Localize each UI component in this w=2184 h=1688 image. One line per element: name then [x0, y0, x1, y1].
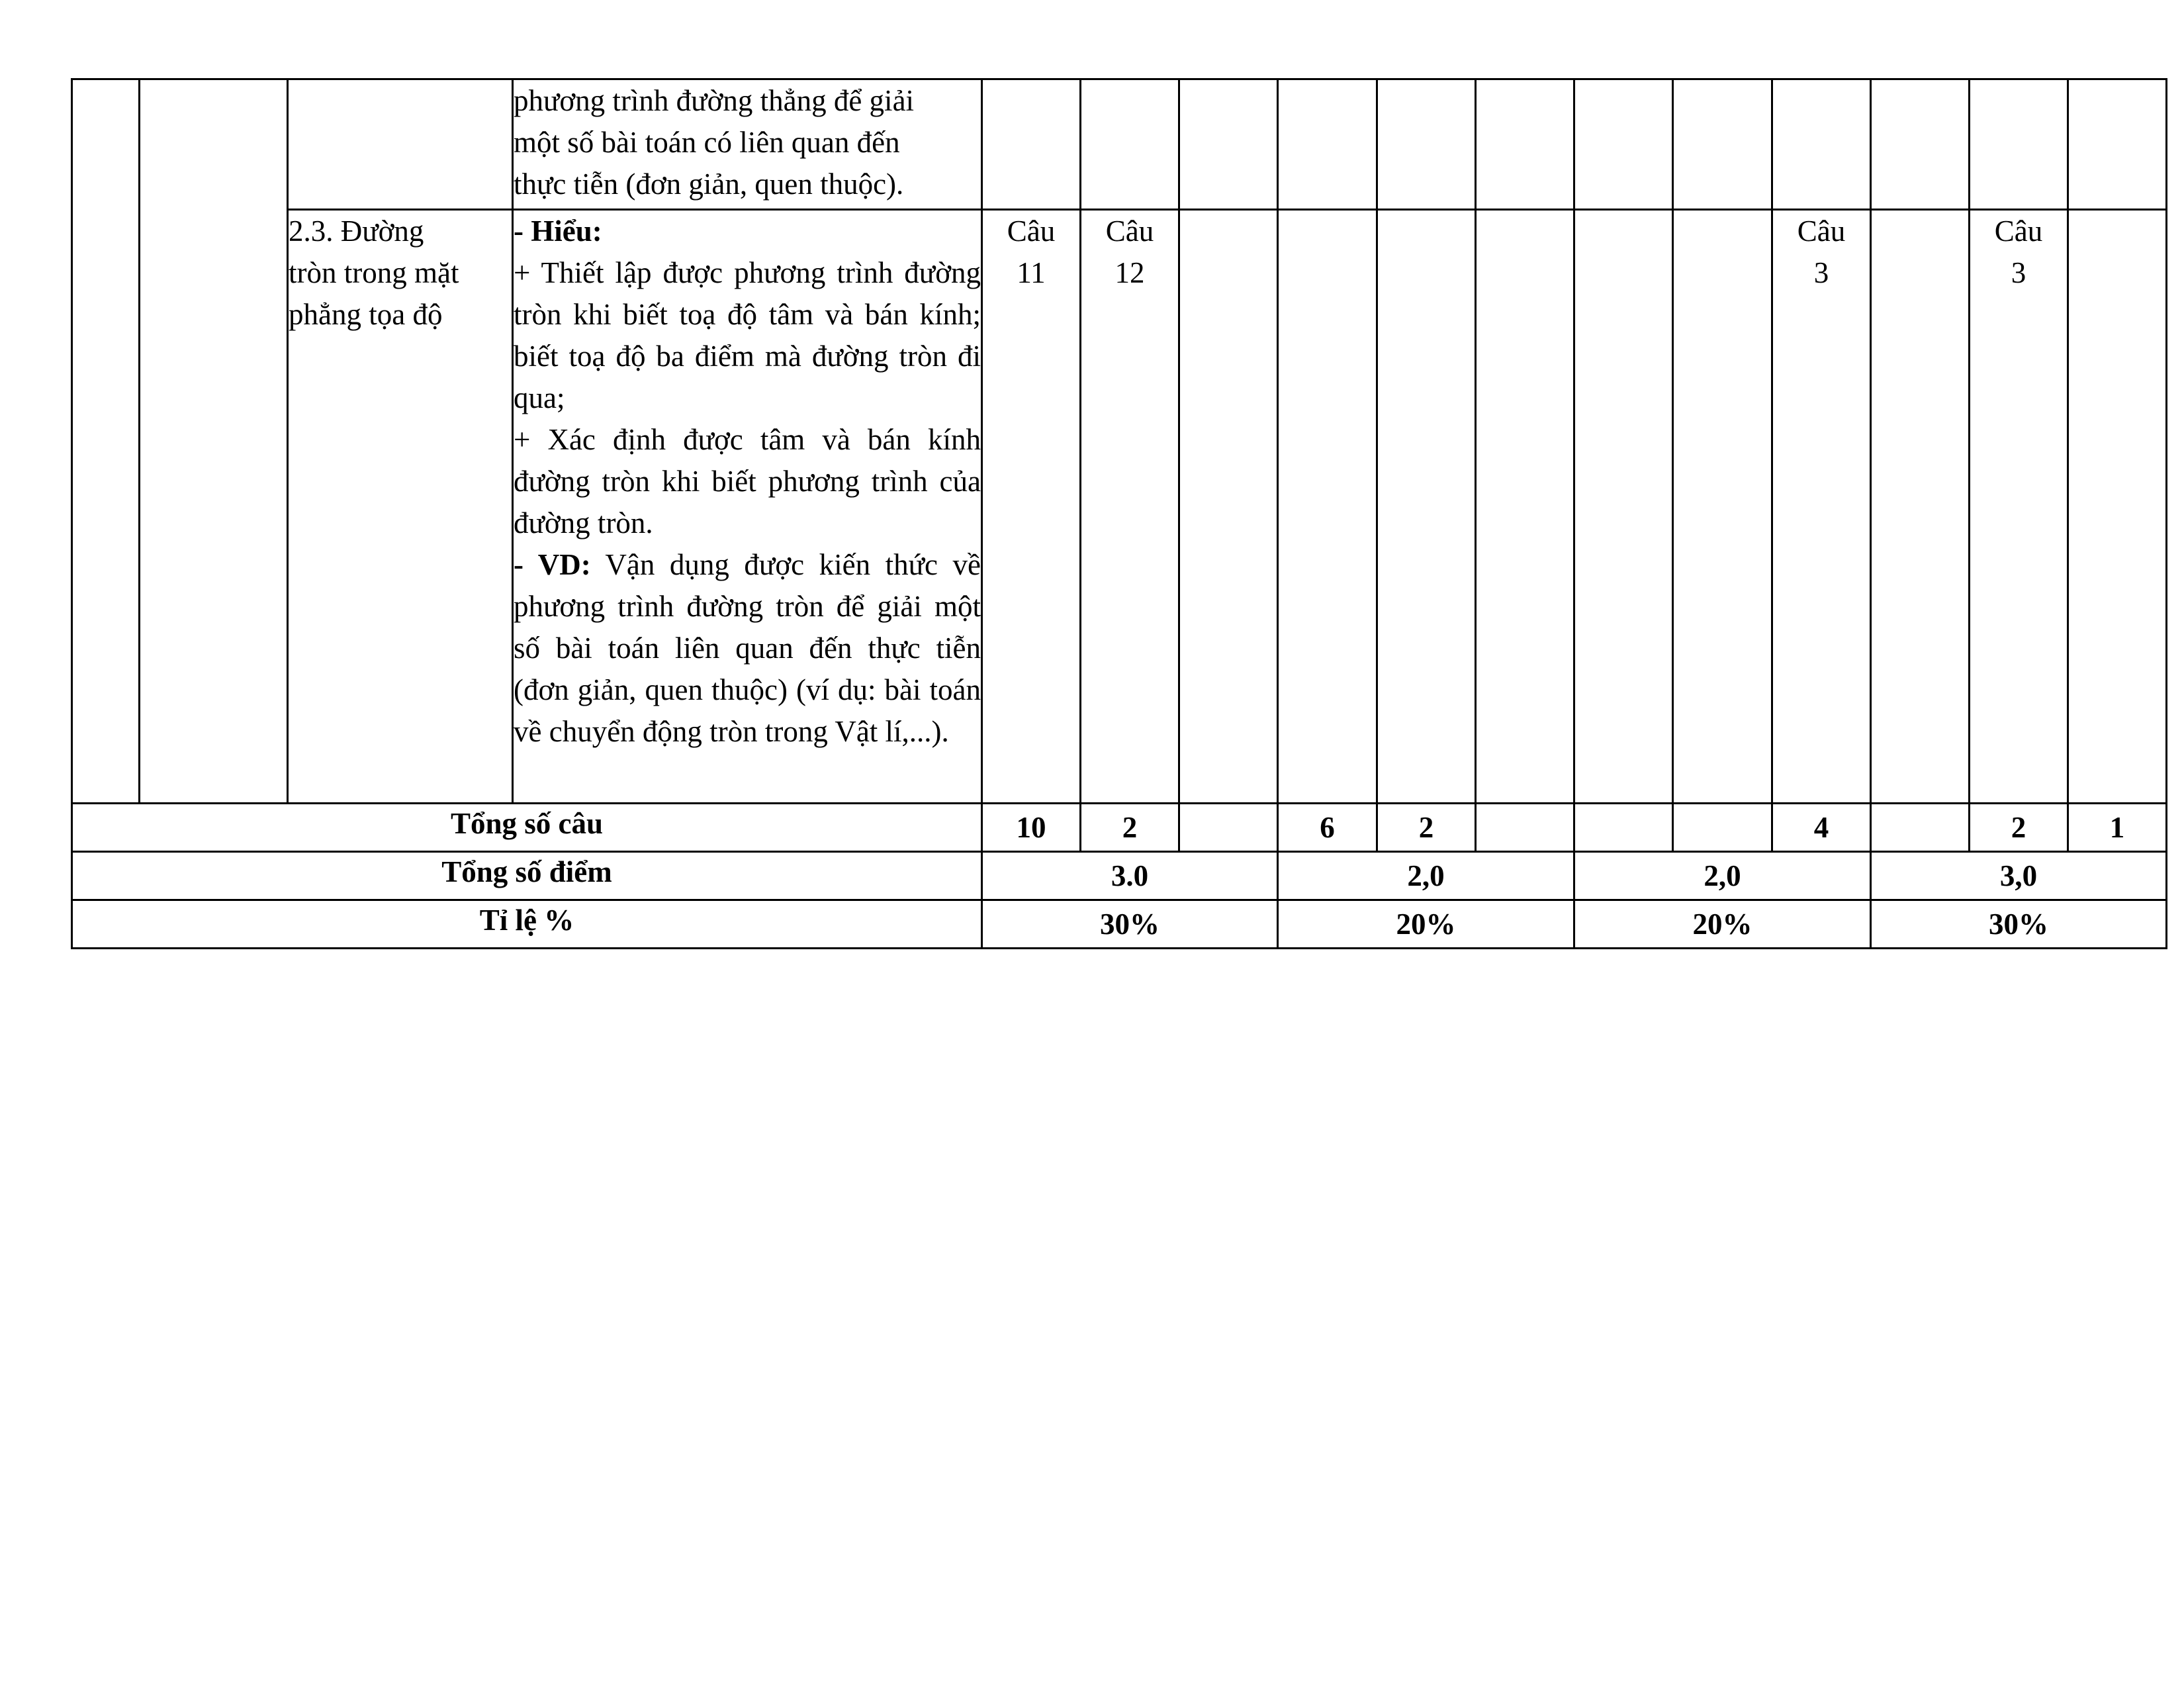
question-cell — [1673, 79, 1772, 210]
points-cell: 2,0 — [1278, 852, 1574, 900]
question-cell — [1871, 210, 1970, 804]
content-line: thực tiễn (đơn giản, quen thuộc). — [514, 167, 904, 201]
content-bullet: + Xác định được tâm và bán kính đường tròn khi biết phương trình của đường tròn. — [514, 423, 981, 539]
ratio-cell: 20% — [1278, 900, 1574, 949]
vd-label: - VD: — [514, 548, 591, 581]
question-cell — [2068, 210, 2167, 804]
question-cell — [982, 79, 1081, 210]
total-cell: 4 — [1772, 804, 1871, 852]
table-row — [72, 79, 2167, 210]
question-cell — [2068, 79, 2167, 210]
question-cell — [1377, 79, 1476, 210]
chapter-cell — [140, 79, 288, 804]
total-cell — [1574, 804, 1673, 852]
question-cell: Câu 11 — [982, 210, 1081, 804]
total-cell: 2 — [1081, 804, 1179, 852]
total-questions-label: Tổng số câu — [72, 804, 982, 852]
total-cell — [1673, 804, 1772, 852]
question-cell — [1970, 79, 2068, 210]
ratio-label: Tỉ lệ % — [72, 900, 982, 949]
content-cell — [513, 79, 982, 210]
content-line: một số bài toán có liên quan đến — [514, 126, 900, 159]
total-cell: 10 — [982, 804, 1081, 852]
topic-line: tròn trong mặt — [289, 256, 459, 289]
total-questions-row — [72, 804, 2167, 852]
ratio-cell: 30% — [982, 900, 1278, 949]
question-cell — [1179, 79, 1278, 210]
question-cell — [1278, 79, 1377, 210]
total-cell — [1871, 804, 1970, 852]
vd-text: Vận dụng được kiến thức về phương trình đường tròn để giải một số bài toán liên quan đến thực tiễn (đơn giản, quen thuộc) (ví dụ: bài toán về chuyển động tròn trong Vật lí,...). — [514, 548, 981, 748]
content-bullet: + Thiết lập được phương trình đường tròn khi biết toạ độ tâm và bán kính; biết toạ độ ba điểm mà đường tròn đi qua; — [514, 256, 981, 414]
question-cell — [1871, 79, 1970, 210]
question-cell — [1673, 210, 1772, 804]
question-cell — [1772, 79, 1871, 210]
total-cell: 1 — [2068, 804, 2167, 852]
table-row — [72, 210, 2167, 804]
question-cell — [1278, 210, 1377, 804]
ratio-row — [72, 900, 2167, 949]
question-cell: Câu 3 — [1970, 210, 2068, 804]
exam-matrix-table — [71, 78, 2167, 949]
question-cell — [1476, 210, 1574, 804]
question-cell: Câu 3 — [1772, 210, 1871, 804]
hieu-label: - Hiểu: — [514, 214, 602, 248]
question-cell — [1081, 79, 1179, 210]
content-cell — [513, 210, 982, 804]
total-cell — [1476, 804, 1574, 852]
question-cell — [1476, 79, 1574, 210]
stt-cell — [72, 79, 140, 804]
total-points-row — [72, 852, 2167, 900]
topic-cell — [288, 210, 513, 804]
total-cell — [1179, 804, 1278, 852]
topic-line: 2.3. Đường — [289, 214, 424, 248]
ratio-cell: 20% — [1574, 900, 1871, 949]
content-line: phương trình đường thẳng để giải — [514, 84, 915, 117]
total-points-label: Tổng số điểm — [72, 852, 982, 900]
points-cell: 2,0 — [1574, 852, 1871, 900]
vd-paragraph — [514, 544, 981, 753]
question-cell — [1377, 210, 1476, 804]
question-cell — [1574, 79, 1673, 210]
ratio-cell: 30% — [1871, 900, 2167, 949]
total-cell: 2 — [1970, 804, 2068, 852]
question-cell — [1574, 210, 1673, 804]
total-cell: 2 — [1377, 804, 1476, 852]
points-cell: 3.0 — [982, 852, 1278, 900]
question-cell: Câu 12 — [1081, 210, 1179, 804]
total-cell: 6 — [1278, 804, 1377, 852]
topic-line: phẳng tọa độ — [289, 298, 443, 331]
question-cell — [1179, 210, 1278, 804]
topic-cell-empty — [288, 79, 513, 210]
points-cell: 3,0 — [1871, 852, 2167, 900]
